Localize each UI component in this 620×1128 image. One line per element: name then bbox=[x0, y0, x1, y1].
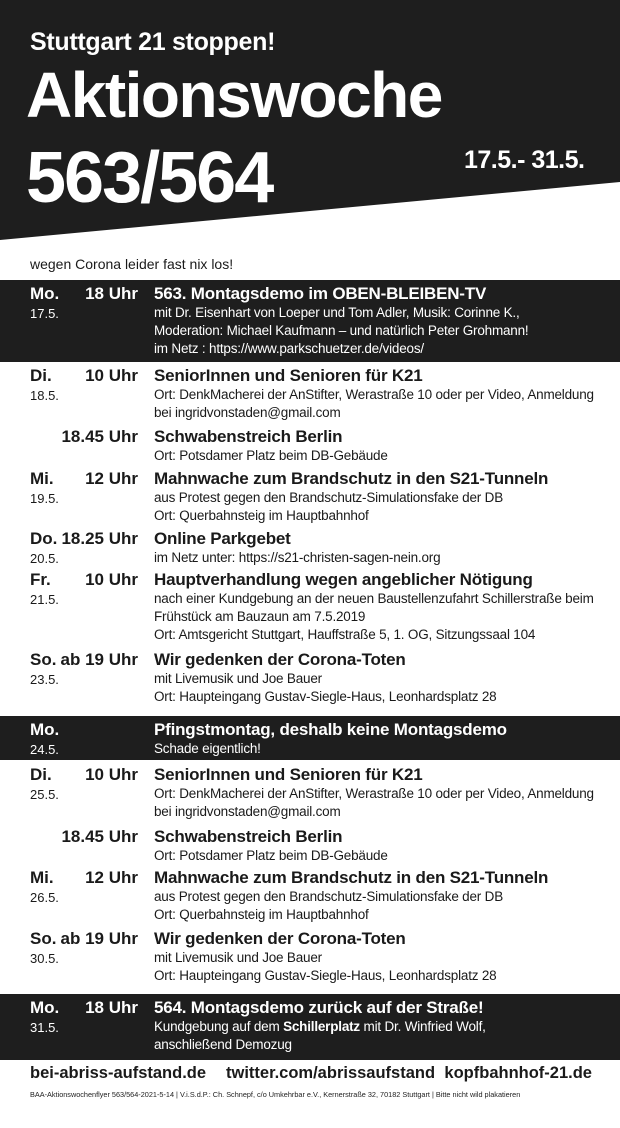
event-time: 18.45 Uhr bbox=[61, 427, 138, 446]
event-detail-line: Kundgebung auf dem Schillerplatz mit Dr. Winfried Wolf, bbox=[154, 1019, 486, 1034]
footer-link-twitter[interactable]: twitter.com/abrissaufstand bbox=[226, 1064, 436, 1082]
event-detail-line: nach einer Kundgebung an der neuen Baustellenzufahrt Schillerstraße beim bbox=[154, 591, 594, 606]
event-time: ab 19 Uhr bbox=[60, 929, 138, 948]
event-detail-line: anschließend Demozug bbox=[154, 1037, 292, 1052]
event-detail-line: mit Livemusik und Joe Bauer bbox=[154, 950, 322, 965]
event-row bbox=[0, 929, 620, 991]
event-time: 10 Uhr bbox=[85, 765, 138, 784]
event-day: Mi. bbox=[30, 469, 54, 488]
header-title: Aktionswoche bbox=[26, 59, 442, 131]
event-time: 10 Uhr bbox=[85, 366, 138, 385]
event-date: 25.5. bbox=[30, 787, 59, 802]
event-time: 12 Uhr bbox=[85, 469, 138, 488]
event-date: 21.5. bbox=[30, 592, 59, 607]
event-time: 18.25 Uhr bbox=[61, 529, 138, 548]
event-date: 23.5. bbox=[30, 672, 59, 687]
event-detail-line: im Netz : https://www.parkschuetzer.de/videos/ bbox=[154, 341, 424, 356]
event-row bbox=[0, 469, 620, 529]
event-detail-line: aus Protest gegen den Brandschutz-Simulationsfake der DB bbox=[154, 889, 504, 904]
event-row bbox=[0, 716, 620, 760]
header-numbers: 563/564 bbox=[26, 138, 273, 218]
footer-link-website[interactable]: bei-abriss-aufstand.de bbox=[30, 1064, 207, 1082]
event-time: 10 Uhr bbox=[85, 570, 138, 589]
event-time: 18.45 Uhr bbox=[61, 827, 138, 846]
event-date: 17.5. bbox=[30, 306, 59, 321]
event-day: Mo. bbox=[30, 720, 60, 739]
event-date: 31.5. bbox=[30, 1020, 59, 1035]
event-title: Wir gedenken der Corona-Toten bbox=[154, 650, 406, 669]
event-day: Mo. bbox=[30, 998, 60, 1017]
event-detail-line: bei ingridvonstaden@gmail.com bbox=[154, 804, 341, 819]
event-day: Mi. bbox=[30, 868, 54, 887]
event-detail-line: Ort: Haupteingang Gustav-Siegle-Haus, Leonhardsplatz 28 bbox=[154, 689, 497, 704]
event-row bbox=[0, 280, 620, 362]
event-time: 18 Uhr bbox=[85, 998, 138, 1017]
event-title: Schwabenstreich Berlin bbox=[154, 427, 343, 446]
event-date: 18.5. bbox=[30, 388, 59, 403]
footer-divider bbox=[0, 1057, 620, 1060]
event-title: 564. Montagsdemo zurück auf der Straße! bbox=[154, 998, 484, 1017]
corona-note: wegen Corona leider fast nix los! bbox=[30, 256, 234, 272]
event-detail-line: bei ingridvonstaden@gmail.com bbox=[154, 405, 341, 420]
event-title: Mahnwache zum Brandschutz in den S21-Tunneln bbox=[154, 469, 549, 488]
event-row bbox=[0, 994, 620, 1058]
event-row bbox=[0, 570, 620, 650]
event-detail-line: aus Protest gegen den Brandschutz-Simulationsfake der DB bbox=[154, 490, 504, 505]
header-subtitle: Stuttgart 21 stoppen! bbox=[30, 28, 276, 56]
event-detail-line: Ort: Amtsgericht Stuttgart, Hauffstraße 5, 1. OG, Sitzungssaal 104 bbox=[154, 627, 536, 642]
event-detail-line: Frühstück am Bauzaun am 7.5.2019 bbox=[154, 609, 366, 624]
footer-credits: BAA-Aktionswochenflyer 563/564-2021-5-14 | V.i.S.d.P.: Ch. Schnepf, c/o Umkehrbar e.V., Kernerstraße 32, 70182 Stuttgart | Bitte nicht wild plakatieren bbox=[30, 1090, 521, 1099]
event-detail-line: mit Livemusik und Joe Bauer bbox=[154, 671, 322, 686]
footer-links bbox=[30, 1064, 592, 1086]
event-day: Di. bbox=[30, 765, 52, 784]
event-title: Wir gedenken der Corona-Toten bbox=[154, 929, 406, 948]
event-row bbox=[0, 427, 620, 467]
event-day: So. bbox=[30, 650, 57, 669]
event-title: Hauptverhandlung wegen angeblicher Nötigung bbox=[154, 570, 533, 589]
event-row bbox=[0, 529, 620, 569]
event-date: 19.5. bbox=[30, 491, 59, 506]
event-detail-line: Ort: DenkMacherei der AnStifter, Werastraße 10 oder per Video, Anmeldung bbox=[154, 786, 594, 801]
event-detail-line: mit Dr. Eisenhart von Loeper und Tom Adler, Musik: Corinne K., bbox=[154, 305, 520, 320]
event-day: Di. bbox=[30, 366, 52, 385]
event-title: Online Parkgebet bbox=[154, 529, 291, 548]
event-time: 18 Uhr bbox=[85, 284, 138, 303]
event-time: ab 19 Uhr bbox=[60, 650, 138, 669]
event-date: 26.5. bbox=[30, 890, 59, 905]
event-detail-line: Ort: DenkMacherei der AnStifter, Werastraße 10 oder per Video, Anmeldung bbox=[154, 387, 594, 402]
event-detail-line: im Netz unter: https://s21-christen-sagen-nein.org bbox=[154, 550, 441, 565]
event-day: So. bbox=[30, 929, 57, 948]
event-date: 30.5. bbox=[30, 951, 59, 966]
event-title: 563. Montagsdemo im OBEN-BLEIBEN-TV bbox=[154, 284, 487, 303]
event-title: Pfingstmontag, deshalb keine Montagsdemo bbox=[154, 720, 507, 739]
event-detail-line: Moderation: Michael Kaufmann – und natürlich Peter Grohmann! bbox=[154, 323, 529, 338]
event-day: Mo. bbox=[30, 284, 60, 303]
event-day: Fr. bbox=[30, 570, 51, 589]
event-title: Mahnwache zum Brandschutz in den S21-Tunneln bbox=[154, 868, 549, 887]
event-row bbox=[0, 650, 620, 712]
event-day: Do. bbox=[30, 529, 58, 548]
event-detail-line: Ort: Potsdamer Platz beim DB-Gebäude bbox=[154, 448, 388, 463]
event-detail-line: Schade eigentlich! bbox=[154, 741, 261, 756]
event-date: 20.5. bbox=[30, 551, 59, 566]
event-detail-line: Ort: Haupteingang Gustav-Siegle-Haus, Leonhardsplatz 28 bbox=[154, 968, 497, 983]
event-title: Schwabenstreich Berlin bbox=[154, 827, 343, 846]
event-row bbox=[0, 366, 620, 426]
header-dates: 17.5.- 31.5. bbox=[464, 146, 585, 174]
event-date: 24.5. bbox=[30, 742, 59, 757]
event-title: SeniorInnen und Senioren für K21 bbox=[154, 366, 423, 385]
event-row bbox=[0, 827, 620, 867]
event-row bbox=[0, 765, 620, 825]
event-title: SeniorInnen und Senioren für K21 bbox=[154, 765, 423, 784]
event-detail-line: Ort: Querbahnsteig im Hauptbahnhof bbox=[154, 508, 369, 523]
event-detail-line: Ort: Potsdamer Platz beim DB-Gebäude bbox=[154, 848, 388, 863]
event-time: 12 Uhr bbox=[85, 868, 138, 887]
footer-link-kopfbahnhof[interactable]: kopfbahnhof-21.de bbox=[444, 1064, 592, 1082]
event-row bbox=[0, 868, 620, 928]
event-detail-line: Ort: Querbahnsteig im Hauptbahnhof bbox=[154, 907, 369, 922]
